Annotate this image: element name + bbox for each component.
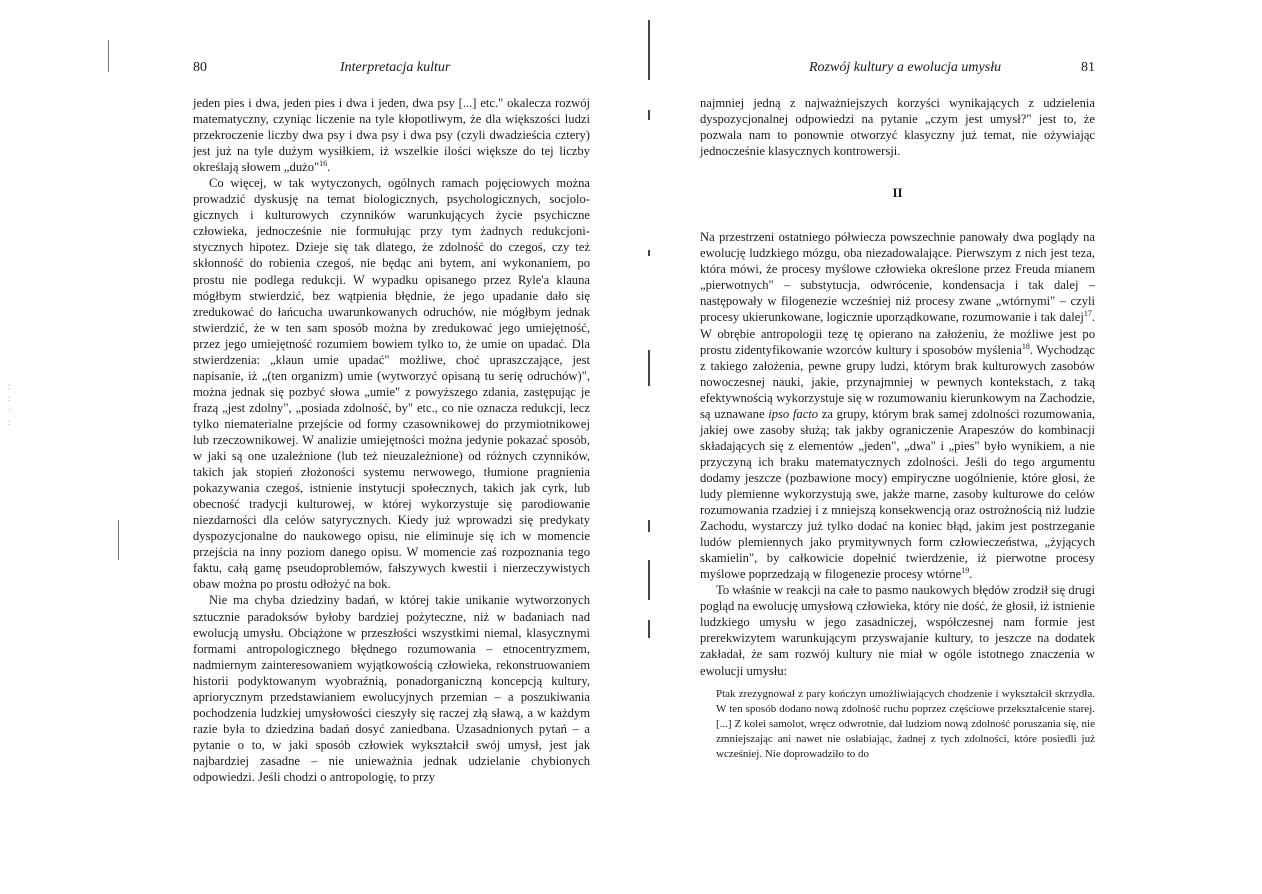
paragraph-text: . W obrębie antropologii tezę tę opierano na założeniu, że możliwe jest po prostu zidentyfikowanie wzorców kultury i sposobów myślenia: [700, 310, 1095, 357]
paragraph-text: Na przestrzeni ostatniego półwiecza powszechnie panowały dwa poglądy na ewolucję ludzkiego mózgu, oba niezadowalające. Pierwszym z nich jest teza, która mówi, że procesy myślowe człowieka określone przez Freuda mianem „pierwotnych" – substytucja, odwrócenie, kondensacja i tak dalej – następowały w filogenezie wcześniej niż procesy zwane „wtórnymi" – czyli procesy ukierunkowane, logicznie uporządkowane, rozumowanie i tak dalej: [700, 230, 1095, 325]
section-numeral: II: [892, 185, 903, 201]
footnote-marker: 19: [961, 566, 970, 576]
paragraph: To właśnie w reakcji na całe to pasmo naukowych błędów zrodził się drugi pogląd na ewolucję umysłową człowieka, który nie dość, że głosił, iż istnienie ludzkiego umysłu w jego zasadniczej, współczesnej nam formie jest prerekwizytem warunkującym przyswajanie kultury, to jeszcze na dodatek zakładał, że sam rozwój kultury nie miał w ogóle istotnego znaczenia w ewolucji umysłu:: [700, 583, 1095, 678]
footnote-marker: 17: [1083, 309, 1092, 319]
footnote-marker: 16: [319, 159, 328, 168]
running-head: Rozwój kultury a ewolucja umysłu: [809, 60, 1002, 75]
paragraph: jeden pies i dwa, jeden pies i dwa i jeden, dwa psy [...] etc." okalecza rozwój matematyczny, czyniąc liczenie na tyle kłopotliwym, że dla większości ludzi przekroczenie liczby dwa psy i dwa psy i dwa psy (czyli dwadzieścia cztery) jest już na tyle dużym wysiłkiem, iż wszelkie ilości większe do tej liczby określają słowem „dużo"$^{16}$.: [193, 96, 590, 175]
italic-term: ipso facto: [768, 406, 819, 421]
paragraph: najmniej jedną z najważniejszych korzyści wynikających z udzielenia dyspozycjonalnej odpowiedzi na pytanie „czym jest umysł?" jest to, że pozwala nam to ponownie otworzyć klasyczny już temat, nie ożywiając jednocześnie klasycznych kontrowersji.: [700, 96, 1095, 159]
right-page: [631, 0, 1262, 894]
page-number: 80: [193, 60, 207, 75]
text-column: [193, 95, 590, 785]
paragraph: Co więcej, w tak wytyczonych, ogólnych ramach pojęciowych można prowadzić dyskusję na temat biologicznych, psychologicznych, socjologicznych i kulturowych czynników warunkujących życie psychiczne człowieka, jednocześnie nie formułując przy tym żadnych redukcjonistycznych hipotez. Dzieje się tak dlatego, że zdolność do czegoś, czy też skłonność do robienia czegoś, nie będąc ani bytem, ani wykonaniem, po prostu nie podlega redukcji. W wypadku opisanego przez Ryle'a klauna mógłbym stwierdzić, bez wątpienia błędnie, że jego upadanie dało się zredukować do łańcucha uwarunkowanych odruchów, nie mógłbym jednak stwierdzić, że w ten sam sposób można by zredukować jego umiejętność, przez jego umiejętność rozumiem bowiem tylko to, że umie on upadać. Dla stwierdzenia: „klaun umie upadać" możliwe, choć upraszczające, jest napisanie, iż „(ten organizm) umie (wytworzyć opisaną tu serię odruchów)", można jednak się pozbyć słowa „umie" z powyższego zdania, zastępując je frazą „jest zdolny", „posiada zdolność, by" etc., co nie oznacza redukcji, lecz tylko niematerialne przejście od formy czasownikowej do przymiotnikowej lub rzeczownikowej. W analizie umiejętności można jedynie pokazać sposób, w jaki są one uzależnione (lub też nieuzależnione) od różnych czynników, takich jak stopień złożoności systemu nerwowego, tłumione pragnienia pokazywania czegoś, istnienie instytucji społecznych, takich jak cyrk, lub obecność tradycji kulturowej, w której wykorzystuje się parodiowanie niezdarności dla celów satyrycznych. Kiedy już wprowadzi się predykaty dyspozycjonalne do naukowego opisu, nie eliminuje się ich w momencie przejścia na inny poziom danego opisu. W momencie zaś rozpoznania tego faktu, całą gamę pseudoproblemów, fałszywych kwestii i nierzeczywistych obaw można po prostu odłożyć na bok.: [193, 176, 590, 592]
paragraph-text: . Wychodząc z takiego założenia, pewne grupy ludzi, którym brak kulturowych zasobów nowoczesnej nauki, jakie, przynajmniej w pewnych kontekstach, z taką efektywnością wykorzystuje się w rozumowaniu kierunkowym na Zachodzie, są uznawane: [700, 342, 1096, 421]
paragraph-text: za grupy, którym brak samej zdolności rozumowania, jakiej owe zasoby służą; tak jakby ograniczenie Arapeszów do kombinacji składających się z elementów „jeden", „dwa" i „pies" było wynikiem, a nie przyczyną ich braku matematycznych zdolności. Jeśli do tego argumentu dodamy jeszcze (pozbawione mocy) empiryczne uogólnienie, które głosi, że ludy plemienne wykorzystują swe, jakże marne, zasoby kulturowe do celów rozumowania rzadziej i z mniejszą konsekwencją oraz ostrożnością niż ludzie Zachodu, wystarczy już tylko dodać na koniec błąd, jakim jest postrzeganie ludów plemiennych jako prymitywnych form człowieczeństwa, „żyjących skamielin", by całkowicie dopełnić twierdzenie, iż pierwotne procesy myślowe poprzedzają w filogenezie procesy wtórne: [700, 406, 1095, 582]
footnote-marker: 18: [1021, 341, 1030, 351]
paragraph: Na przestrzeni ostatniego półwiecza powszechnie panowały dwa poglądy na ewolucję ludzkiego mózgu, oba niezadowalające. Pierwszym z nich jest teza, która mówi, że procesy myślowe człowieka określone przez Freuda mianem „pierwotnych" – substytucja, odwrócenie, kondensacja i tak dalej – następowały w filogenezie wcześniej niż procesy zwane „wtórnymi" – czyli procesy ukierunkowane, logicznie uporządkowane, rozumowanie i tak dalej$^{17}$. W obrębie antropologii tezę tę opierano na założeniu, że możliwe jest po prostu zidentyfikowanie wzorców kultury i sposobów myślenia$^{18}$. Wychodząc z takiego założenia, pewne grupy ludzi, którym brak kulturowych zasobów nowoczesnej nauki, jakie, przynajmniej w pewnych kontekstach, z taką efektywnością wykorzystuje się w rozumowaniu kierunkowym na Zachodzie, są uznawane ipso facto za grupy, którym brak samej zdolności rozumowania, jakiej owe zasoby służą; tak jakby ograniczenie Arapeszów do kombinacji składających się z elementów „jeden", „dwa" i „pies" było wynikiem, a nie przyczyną ich braku matematycznych zdolności. Jeśli do tego argumentu dodamy jeszcze (pozbawione mocy) empiryczne uogólnienie, które głosi, że ludy plemienne wykorzystują swe, jakże marne, zasoby kulturowe do celów rozumowania rzadziej i z mniejszą konsekwencją oraz ostrożnością niż ludzie Zachodu, wystarczy już tylko dodać na koniec błąd, jakim jest postrzeganie ludów plemiennych jako prymitywnych form człowieczeństwa, „żyjących skamielin", by całkowicie dopełnić twierdzenie, iż pierwotne procesy myślowe poprzedzają w filogenezie procesy wtórne$^{19}$.: [700, 230, 1096, 582]
page-number: 81: [1081, 60, 1095, 75]
paragraph: Nie ma chyba dziedziny badań, w której takie unikanie wytworzonych sztucznie paradoksów byłoby bardziej pożyteczne, niż w badaniach nad ewolucją umysłu. Obciążone w przeszłości wszystkimi niemal, klasycznymi formami antropologicznego błędnego rozumowania – etnocentryzmem, nadmiernym zainteresowaniem wyjątkowością człowieka, rekonstruowaniem historii podyktowanym wyobraźnią, ponadorganiczną koncepcją kultury, apriorycznym przedstawianiem ewolucyjnych przemian – a poszukiwania pochodzenia ludzkiej umysłowości cieszyły się raczej złą sławą, a w każdym razie była to dziedzina badań dosyć zaniedbana. Uzasadnionych pytań – a pytanie o to, w jaki sposób człowiek wykształcił swój umysł, jest jak najbardziej zasadne – nie unieważnia jednak udzielanie chybionych odpowiedzi. Jeśli chodzi o antropologię, to przy: [193, 593, 590, 784]
scan-artifact: [118, 520, 119, 560]
text-column: [700, 95, 1095, 762]
paragraph-text: jeden pies i dwa, jeden pies i dwa i jeden, dwa psy [...] etc." okalecza rozwój matematyczny, czyniąc liczenie na tyle kłopotliwym, że dla większości ludzi przekroczenie liczby dwa psy i dwa psy i dwa psy (czyli dwadzieścia cztery) jest już na tyle dużym wysiłkiem, iż wszelkie ilości większe do tej liczby określają słowem „dużo": [193, 96, 590, 175]
scan-artifact: [108, 40, 109, 72]
running-head: Interpretacja kultur: [340, 60, 451, 75]
scan-artifact: : : · :: [8, 381, 11, 427]
block-quote: Ptak zrezygnował z pary kończyn umożliwiających chodzenie i wykształcił skrzydła. W ten sposób dodano nową zdolność ruchu poprzez częściowe przekształcenie starej. [...] Z kolei samolot, wręcz odwrotnie, dał ludziom nową zdolność poruszania się, nie zmniejszając ani nawet nie osłabiając, żadnej z tych zdolności, które posiedli już wcześniej. Nie doprowadziło to do: [716, 687, 1095, 760]
